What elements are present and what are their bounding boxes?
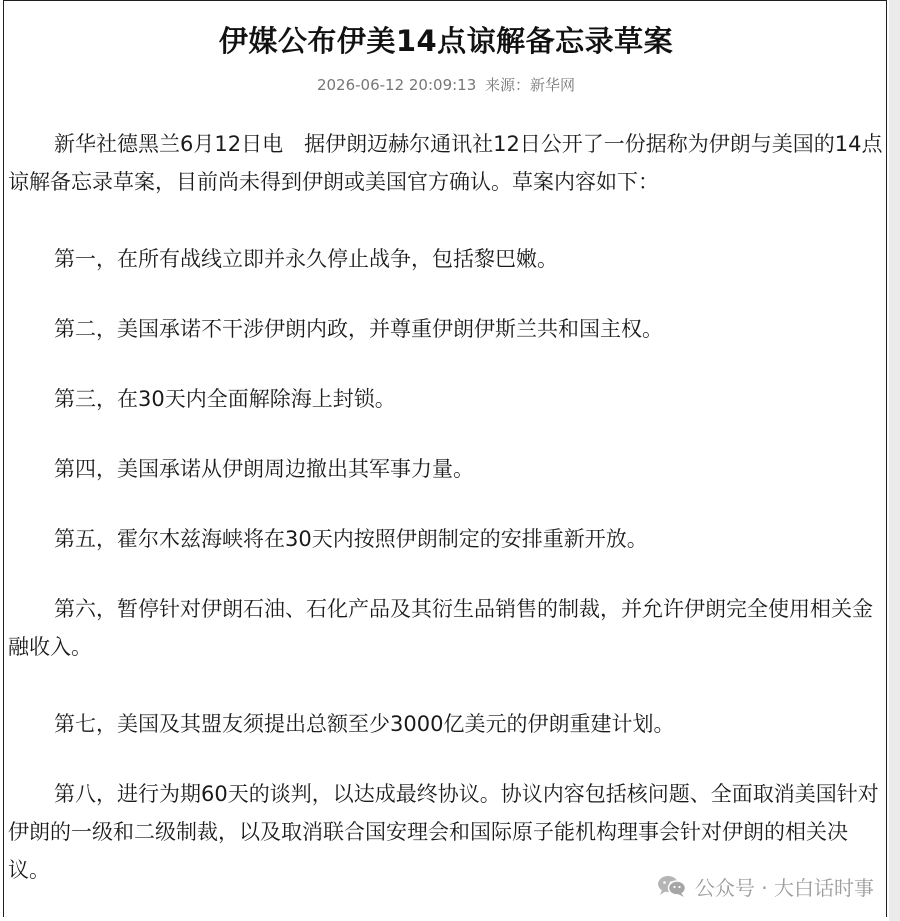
paragraph-point-8: 第八，进行为期60天的谈判，以达成最终协议。协议内容包括核问题、全面取消美国针对伊朗的一级和二级制裁，以及取消联合国安理会和国际原子能机构理事会针对伊朗的相关决议。 (8, 782, 879, 882)
source-label: 来源： (485, 76, 531, 94)
page-edge-shade (889, 0, 900, 921)
article-container (3, 0, 887, 917)
paragraph-point-4: 第四，美国承诺从伊朗周边撤出其军事力量。 (54, 457, 474, 481)
paragraph-point-3: 第三，在30天内全面解除海上封锁。 (54, 387, 396, 411)
publish-date: 2026-06-12 20:09:13 (316, 76, 477, 94)
paragraph-point-2: 第二，美国承诺不干涉伊朗内政，并尊重伊朗伊斯兰共和国主权。 (54, 317, 663, 341)
paragraph-point-5: 第五，霍尔木兹海峡将在30天内按照伊朗制定的安排重新开放。 (54, 527, 648, 551)
paragraph-point-1: 第一，在所有战线立即并永久停止战争，包括黎巴嫩。 (54, 247, 558, 271)
paragraph-intro: 新华社德黑兰6月12日电 据伊朗迈赫尔通讯社12日公开了一份据称为伊朗与美国的14点谅解备忘录草案，目前尚未得到伊朗或美国官方确认。草案内容如下： (8, 132, 883, 194)
article-meta (4, 74, 888, 95)
paragraph-point-6: 第六，暂停针对伊朗石油、石化产品及其衍生品销售的制裁，并允许伊朗完全使用相关金融收入。 (8, 597, 873, 659)
source-name: 新华网 (530, 76, 576, 94)
paragraph-point-7: 第七，美国及其盟友须提出总额至少3000亿美元的伊朗重建计划。 (54, 712, 675, 736)
article-title: 伊媒公布伊美14点谅解备忘录草案 (218, 24, 674, 58)
watermark-text: 公众号 · 大白话时事 (694, 875, 874, 900)
watermark (653, 872, 878, 900)
wechat-icon (657, 874, 687, 898)
